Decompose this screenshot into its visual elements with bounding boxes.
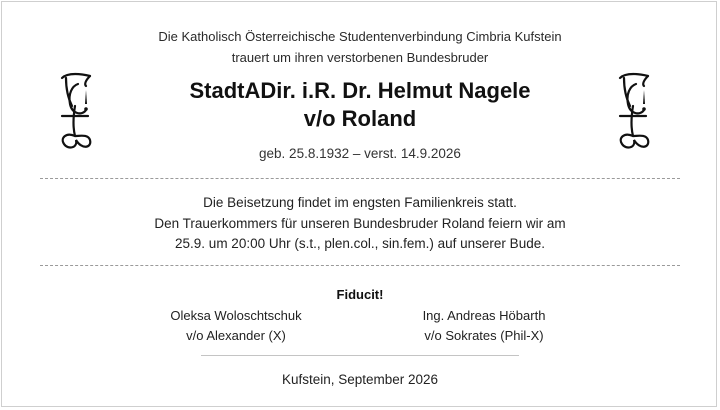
divider-bottom — [201, 355, 519, 356]
fiducit-heading: Fiducit! — [336, 287, 384, 302]
body-text — [0, 193, 720, 255]
signature-right — [364, 306, 604, 345]
signer-couleur-name: v/o Sokrates (Phil-X) — [424, 327, 544, 343]
intro-line-2: trauert um ihren verstorbenen Bundesbruder — [231, 50, 489, 65]
divider-middle — [40, 265, 680, 266]
deceased-name-line-1: StadtADir. i.R. Dr. Helmut Nagele — [189, 78, 531, 103]
body-line-3: 25.9. um 20:00 Uhr (s.t., plen.col., sin.fem.) auf unserer Bude. — [175, 236, 545, 251]
signer-couleur-name: v/o Alexander (X) — [186, 327, 286, 343]
intro-line-1: Die Katholisch Österreichische Studentenverbindung Cimbria Kufstein — [158, 29, 562, 44]
place-date: Kufstein, September 2026 — [281, 372, 439, 387]
signer-name: Oleksa Woloschtschuk — [170, 308, 302, 323]
signer-name: Ing. Andreas Höbarth — [422, 308, 546, 323]
life-dates: geb. 25.8.1932 – verst. 14.9.2026 — [259, 146, 461, 161]
body-line-2: Den Trauerkommers für unseren Bundesbruder Roland feiern wir am — [154, 215, 566, 231]
signature-left — [116, 306, 356, 345]
deceased-name — [0, 77, 720, 133]
intro-text — [0, 26, 720, 68]
body-line-1: Die Beisetzung findet im engsten Familienkreis statt. — [203, 195, 517, 210]
deceased-name-line-2: v/o Roland — [303, 106, 417, 131]
divider-top — [40, 178, 680, 179]
